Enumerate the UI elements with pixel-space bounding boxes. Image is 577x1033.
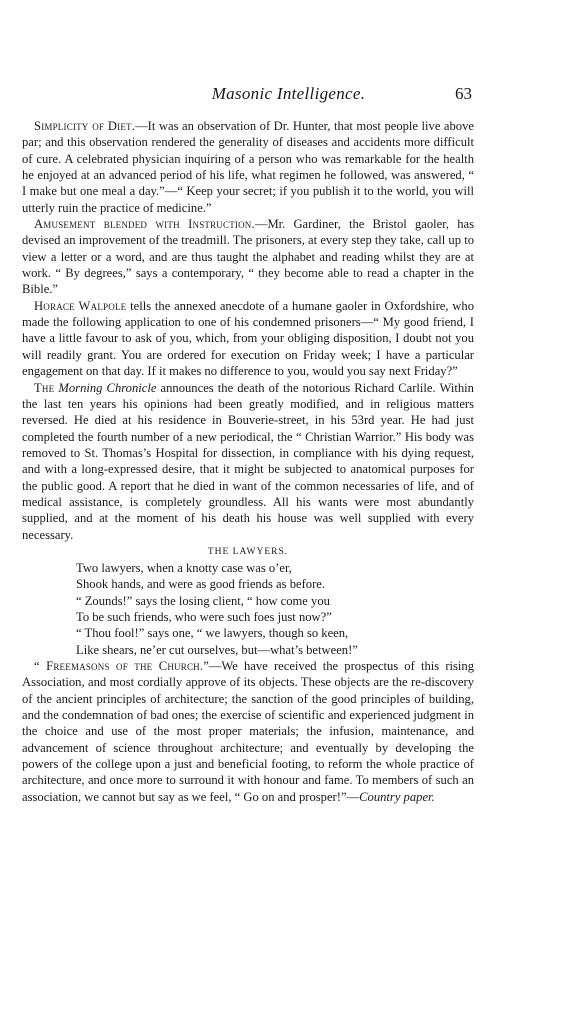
paragraph-text: tells the annexed anecdote of a humane gaoler in Oxfordshire, who made the following application to one of his condemned prisoners—“ My good friend, I have a little favour to ask of you, which, from your obliging disposition, I doubt not you will readily grant. You are ordered for execution on Friday week; I have a particular engagement on that day. If it makes no difference to you, would you say next Friday?” bbox=[22, 298, 474, 379]
paragraph-carlile bbox=[22, 380, 474, 543]
paragraph-lead: Simplicity of Diet. bbox=[34, 119, 136, 133]
page-number: 63 bbox=[455, 84, 472, 103]
source-credit: Country paper. bbox=[359, 789, 435, 804]
paragraph-text: announces the death of the notorious Richard Carlile. Within the last ten years his opinions had been greatly modified, and in religious matters reversed. He died at his residence in Bouverie-street, in his 53rd year. He had just completed the fourth number of a new periodical, the “ Christian Warrior.” His body was removed to St. Thomas’s Hospital for dissection, in compliance with his dying request, and with a long-expressed desire, that it might be subjected to anatomical purposes for the public good. A report that he died in want of the common necessaries of life, and of medical assistance, is completely groundless. All his wants were most abundantly supplied, and at the moment of his death his house was well supplied with every necessary. bbox=[22, 380, 474, 542]
paragraph-text: ”—We have received the prospectus of this rising Association, and most cordially approve of its objects. These objects are the re-discovery of the ancient principles of architecture; the sanction of the good principles of building, and the condemnation of bad ones; the exercise of scientific and experienced judgment in the choice and use of the most proper materials; the infusion, maintenance, and advancement of science throughout architecture; and eventually by developing the powers of the college upon a just and beneficial footing, to reform the whole practice of architecture, and once more to surround it with honour and fame. To members of such an association, we cannot but say as we feel, “ Go on and prosper!”— bbox=[22, 659, 475, 804]
poem-line: “ Thou fool!” says one, “ we lawyers, though so keen, bbox=[76, 626, 349, 641]
paragraph-lead: Amusement blended with Instruction. bbox=[34, 217, 255, 232]
poem-line: Two lawyers, when a knotty case was o’er, bbox=[76, 560, 292, 575]
poem-line: Like shears, ne’er cut ourselves, but—what’s between!” bbox=[76, 642, 358, 657]
poem bbox=[76, 560, 474, 658]
paragraph-lead: Horace Walpole bbox=[34, 298, 127, 313]
poem-title: THE LAWYERS. bbox=[207, 546, 289, 557]
paragraph-freemasons bbox=[22, 658, 474, 805]
running-header bbox=[0, 84, 577, 106]
paragraph-treadmill bbox=[22, 216, 474, 298]
poem-line: “ Zounds!” says the losing client, “ how come you bbox=[76, 593, 330, 608]
poem-line: Shook hands, and were as good friends as before. bbox=[76, 577, 326, 592]
paragraph-text: —It was an observation of Dr. Hunter, that most people live above par; and this observation rendered the generality of diseases and accidents more difficult of cure. A celebrated physician inquiring of a person who was remarkable for the health he enjoyed at an advanced period of his life, what regimen he followed, was answered, “ I make but one meal a day.”—“ Keep your secret; if you publish it to the world, you will utterly ruin the practice of medicine.” bbox=[22, 119, 474, 215]
poem-line: To be such friends, who were such foes just now?” bbox=[76, 609, 332, 624]
newspaper-title: Morning Chronicle bbox=[58, 380, 157, 395]
paragraph-lead: The bbox=[34, 380, 55, 395]
paragraph-walpole bbox=[22, 298, 474, 380]
paragraph-lead: “ Freemasons of the Church. bbox=[34, 659, 204, 673]
paragraph-diet bbox=[22, 118, 474, 216]
paragraph-text: —Mr. Gardiner, the Bristol gaoler, has devised an improvement of the treadmill. The prisoners, at every step they take, call up to view a letter or a word, and are thus taught the alphabet and reading whilst they are at work. “ By degrees,” says a contemporary, “ they become able to read a chapter in the Bible.” bbox=[22, 217, 474, 297]
article-body bbox=[22, 118, 474, 805]
running-title: Masonic Intelligence. bbox=[211, 84, 366, 103]
